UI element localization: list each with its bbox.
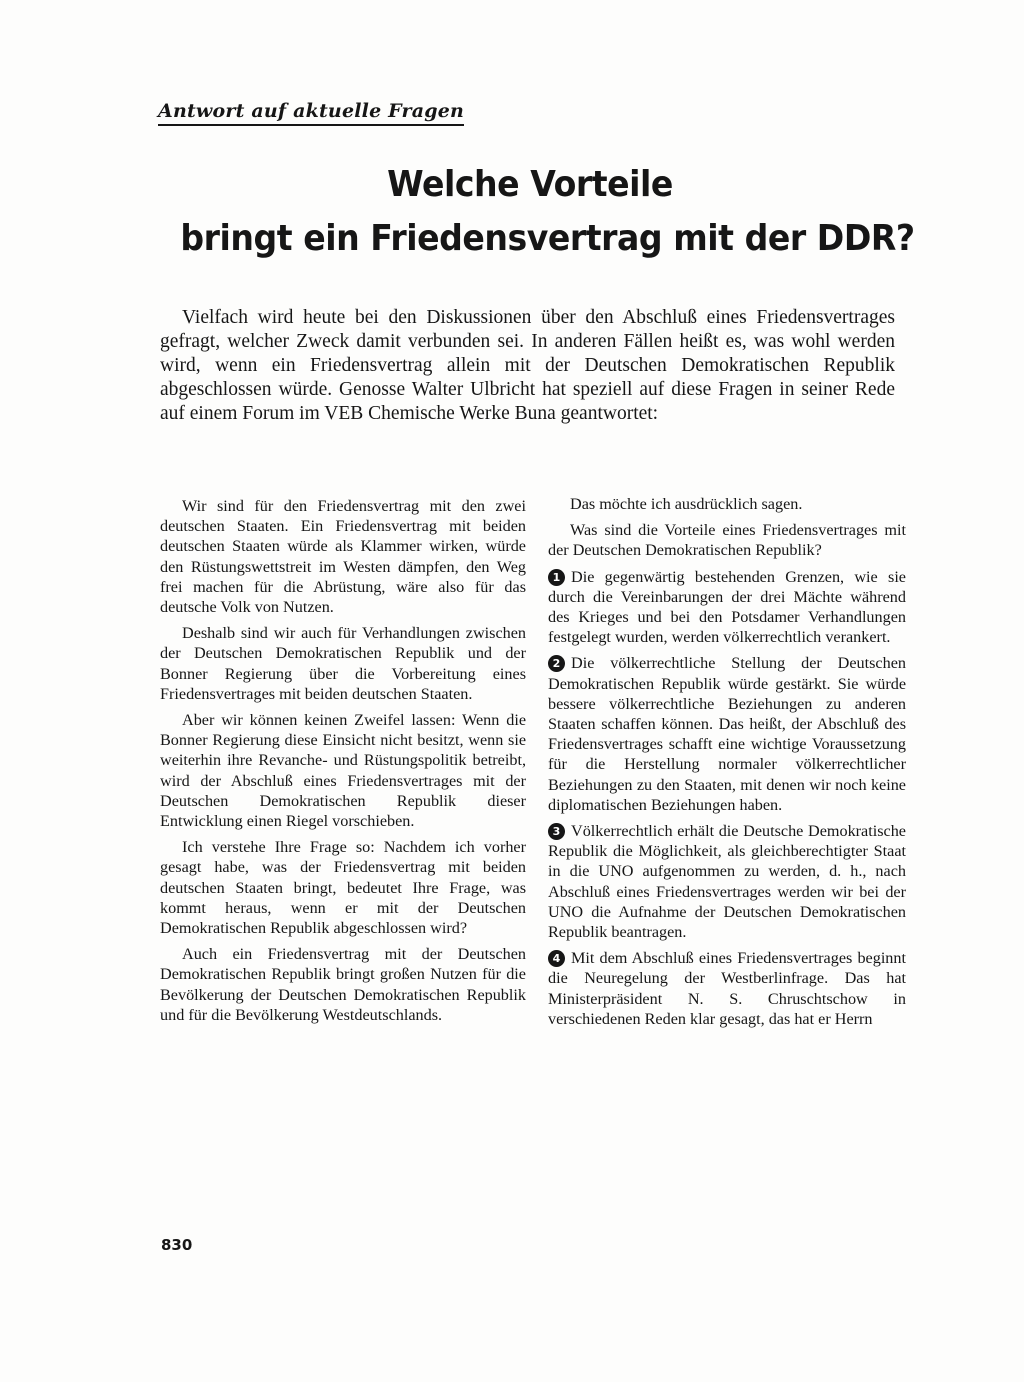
article-headline bbox=[180, 158, 915, 266]
right-column bbox=[548, 494, 906, 1035]
right-continuation: Das möchte ich ausdrücklich sagen. bbox=[570, 495, 803, 513]
point-2-text: Die völkerrechtliche Stellung der Deutschen Demokratischen Republik würde gestärkt. Sie würde bessere völkerrechtliche Beziehungen zu anderen Staaten schaffen können. Das heißt, der Abschluß des Friedensvertrages schafft eine wichtige Voraussetzung für die Herstellung normaler völkerrechtlicher Beziehungen zu den Staaten, mit denen wir noch keine diplomatischen Beziehungen haben. bbox=[548, 654, 906, 814]
number-badge-icon: 1 bbox=[548, 569, 565, 586]
left-paragraph-4: Ich verstehe Ihre Frage so: Nachdem ich vorher gesagt habe, was der Friedensvertrag mit beiden deutschen Staaten bringt, bedeutet Ihre Frage, was kommt heraus, wenn er mit der Deutschen Demokratischen Republik abgeschlossen wird? bbox=[160, 838, 526, 938]
left-paragraph-1: Wir sind für den Friedensvertrag mit den zwei deutschen Staaten. Ein Friedensvertrag mit beiden deutschen Staaten würde als Klammer wirken, würde den Rüstungswettstreit im Westen dämpfen, den Weg frei machen für die Abrüstung, wäre also für das deutsche Volk von Nutzen. bbox=[160, 497, 526, 617]
page-number: 830 bbox=[161, 1236, 193, 1254]
left-paragraph-5: Auch ein Friedensvertrag mit der Deutschen Demokratischen Republik bringt großen Nutzen für die Bevölkerung der Deutschen Demokratischen Republik und für die Bevölkerung Westdeutschlands. bbox=[160, 945, 526, 1024]
headline-line-1: Welche Vorteile bbox=[387, 164, 673, 205]
number-badge-icon: 3 bbox=[548, 823, 565, 840]
point-1 bbox=[548, 567, 906, 648]
number-badge-icon: 4 bbox=[548, 950, 565, 967]
right-question: Was sind die Vorteile eines Friedensvertrages mit der Deutschen Demokratischen Republik? bbox=[548, 521, 906, 560]
left-paragraph-3: Aber wir können keinen Zweifel lassen: Wenn die Bonner Regierung diese Einsicht nicht besitzt, wenn sie weiterhin ihre Revanche- und Rüstungspolitik betreibt, wird der Abschluß eines Friedensvertrages mit der Deutschen Demokratischen Republik dieser Entwicklung einen Riegel vorschieben. bbox=[160, 711, 526, 831]
section-rubric: Antwort auf aktuelle Fragen bbox=[158, 100, 464, 126]
point-4-text: Mit dem Abschluß eines Friedensvertrages beginnt die Neuregelung der Westberlinfrage. Das hat Ministerpräsident N. S. Chruschtschow in verschiedenen Reden klar gesagt, das hat er Herrn bbox=[548, 949, 906, 1028]
intro-paragraph: Vielfach wird heute bei den Diskussionen über den Abschluß eines Friedensvertrages gefragt, welcher Zweck damit verbunden sei. In anderen Fällen heißt es, was wohl werden wird, wenn ein Friedensvertrag allein mit der Deutschen Demokratischen Republik abgeschlossen würde. Genosse Walter Ulbricht hat speziell auf diese Fragen in seiner Rede auf einem Forum im VEB Chemische Werke Buna geantwortet: bbox=[160, 307, 895, 424]
headline-line-2: bringt ein Friedensvertrag mit der DDR? bbox=[180, 218, 915, 259]
point-3-text: Völkerrechtlich erhält die Deutsche Demokratische Republik die Möglichkeit, als gleichberechtigter Staat in die UNO aufgenommen zu werden, d. h., nach Abschluß eines Friedensvertrages werden wir bei der UNO die Aufnahme der Deutschen Demokratischen Republik beantragen. bbox=[548, 822, 906, 942]
point-2 bbox=[548, 653, 906, 815]
left-paragraph-2: Deshalb sind wir auch für Verhandlungen zwischen der Deutschen Demokratischen Republik und der Bonner Regierung über die Vorbereitung eines Friedensvertrages mit beiden deutschen Staaten. bbox=[160, 624, 526, 703]
point-3 bbox=[548, 821, 906, 942]
point-4 bbox=[548, 948, 906, 1029]
point-1-text: Die gegenwärtig bestehenden Grenzen, wie sie durch die Vereinbarungen der drei Mächte während des Krieges und bei den Potsdamer Verhandlungen festgelegt wurden, werden völkerrechtlich verankert. bbox=[548, 567, 906, 647]
number-badge-icon: 2 bbox=[548, 655, 565, 672]
left-column bbox=[160, 496, 526, 1031]
